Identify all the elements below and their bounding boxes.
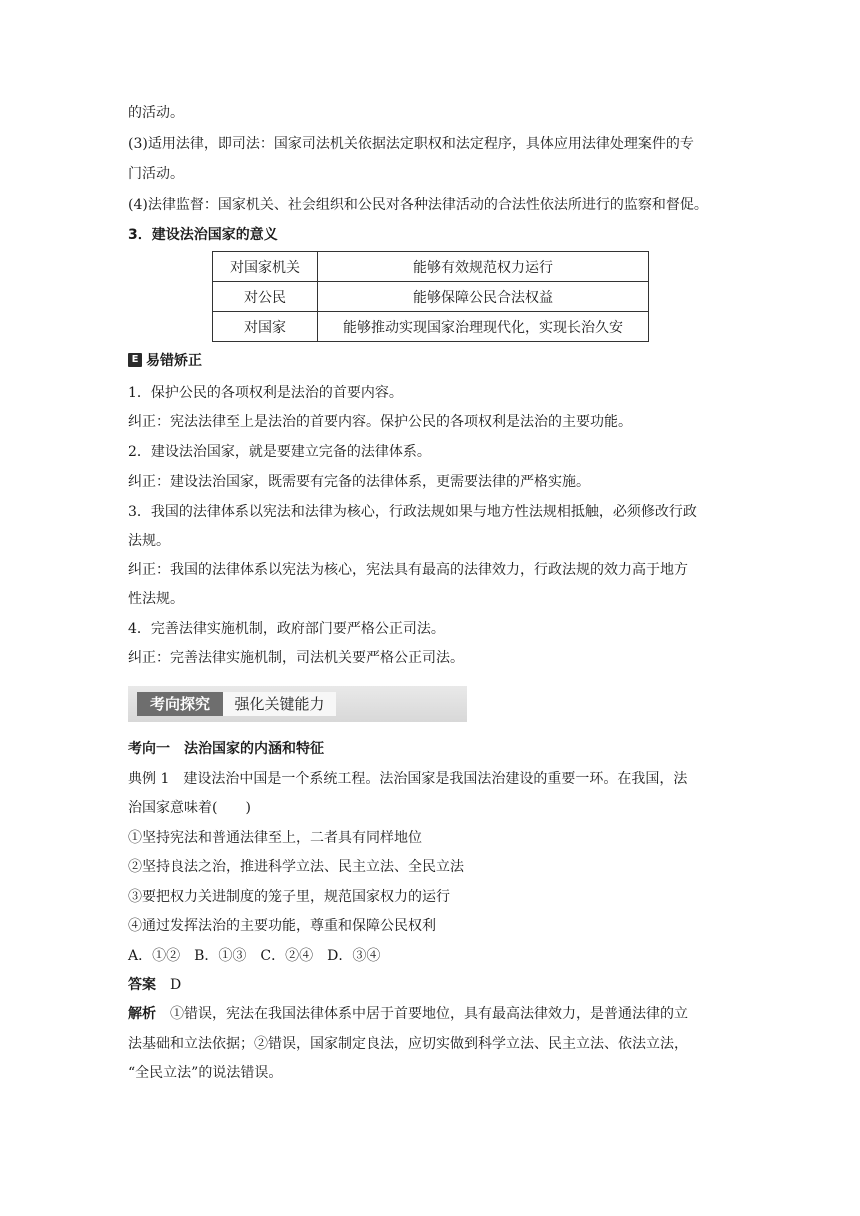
banner-subtitle: 强化关键能力: [223, 692, 336, 716]
error-line: 纠正：宪法法律至上是法治的首要内容。保护公民的各项权利是法治的主要功能。: [128, 414, 632, 430]
error-line: 2．建设法治国家，就是要建立完备的法律体系。: [128, 444, 431, 460]
option-line: ③要把权力关进制度的笼子里，规范国家权力的运行: [128, 889, 450, 905]
topic-title: 考向一 法治国家的内涵和特征: [128, 741, 324, 757]
table-cell-key: 对国家机关: [213, 252, 318, 282]
answer-value: D: [170, 977, 182, 993]
error-line: 纠正：建设法治国家，既需要有完备的法律体系，更需要法律的严格实施。: [128, 474, 590, 490]
error-line: 1．保护公民的各项权利是法治的首要内容。: [128, 385, 403, 401]
section-title: 3．建设法治国家的意义: [128, 227, 278, 243]
table-cell-value: 能够保障公民合法权益: [318, 282, 649, 312]
table-cell-key: 对国家: [213, 312, 318, 342]
text-line: 门活动。: [128, 166, 184, 182]
answer-line: [128, 975, 181, 995]
analysis-line: [128, 1004, 688, 1024]
table-row: [213, 282, 649, 312]
error-line: 4．完善法律实施机制，政府部门要严格公正司法。: [128, 621, 445, 637]
answer-label: 答案: [128, 977, 156, 993]
error-line: 3．我国的法律体系以宪法和法律为核心，行政法规如果与地方性法规相抵触，必须修改行政: [128, 504, 697, 520]
text-line: 的活动。: [128, 105, 184, 121]
table-row: [213, 312, 649, 342]
section-banner: [128, 686, 467, 722]
table-row: [213, 252, 649, 282]
table-cell-key: 对公民: [213, 282, 318, 312]
error-line: 纠正：完善法律实施机制，司法机关要严格公正司法。: [128, 650, 464, 666]
option-line: ①坚持宪法和普通法律至上，二者具有同样地位: [128, 830, 422, 846]
option-line: ④通过发挥法治的主要功能，尊重和保障公民权利: [128, 918, 436, 934]
example-line: 典例 1 建设法治中国是一个系统工程。法治国家是我国法治建设的重要一环。在我国，法: [128, 771, 688, 787]
analysis-label: 解析: [128, 1006, 156, 1022]
analysis-line: “全民立法”的说法错误。: [128, 1065, 283, 1081]
analysis-line: 法基础和立法依据；②错误，国家制定良法，应切实做到科学立法、民主立法、依法立法，: [128, 1036, 688, 1052]
error-line: 法规。: [128, 533, 170, 549]
choices-line: A．①② B．①③ C．②④ D．③④: [128, 948, 381, 964]
error-correction-title: 易错矫正: [146, 353, 202, 369]
significance-table: [212, 251, 649, 342]
table-cell-value: 能够有效规范权力运行: [318, 252, 649, 282]
error-line: 纠正：我国的法律体系以宪法为核心，宪法具有最高的法律效力，行政法规的效力高于地方: [128, 562, 688, 578]
error-correction-icon: E: [128, 353, 142, 367]
analysis-text: ①错误，宪法在我国法律体系中居于首要地位，具有最高法律效力，是普通法律的立: [170, 1006, 688, 1022]
text-line: (4)法律监督：国家机关、社会组织和公民对各种法律活动的合法性依法所进行的监察和督促。: [128, 197, 708, 213]
example-line: 治国家意味着( ): [128, 800, 251, 816]
text-line: (3)适用法律，即司法：国家司法机关依据法定职权和法定程序，具体应用法律处理案件的专: [128, 136, 694, 152]
banner-label: 考向探究: [137, 692, 223, 716]
error-line: 性法规。: [128, 591, 184, 607]
option-line: ②坚持良法之治，推进科学立法、民主立法、全民立法: [128, 859, 464, 875]
table-cell-value: 能够推动实现国家治理现代化，实现长治久安: [318, 312, 649, 342]
error-correction-heading: [128, 350, 202, 370]
